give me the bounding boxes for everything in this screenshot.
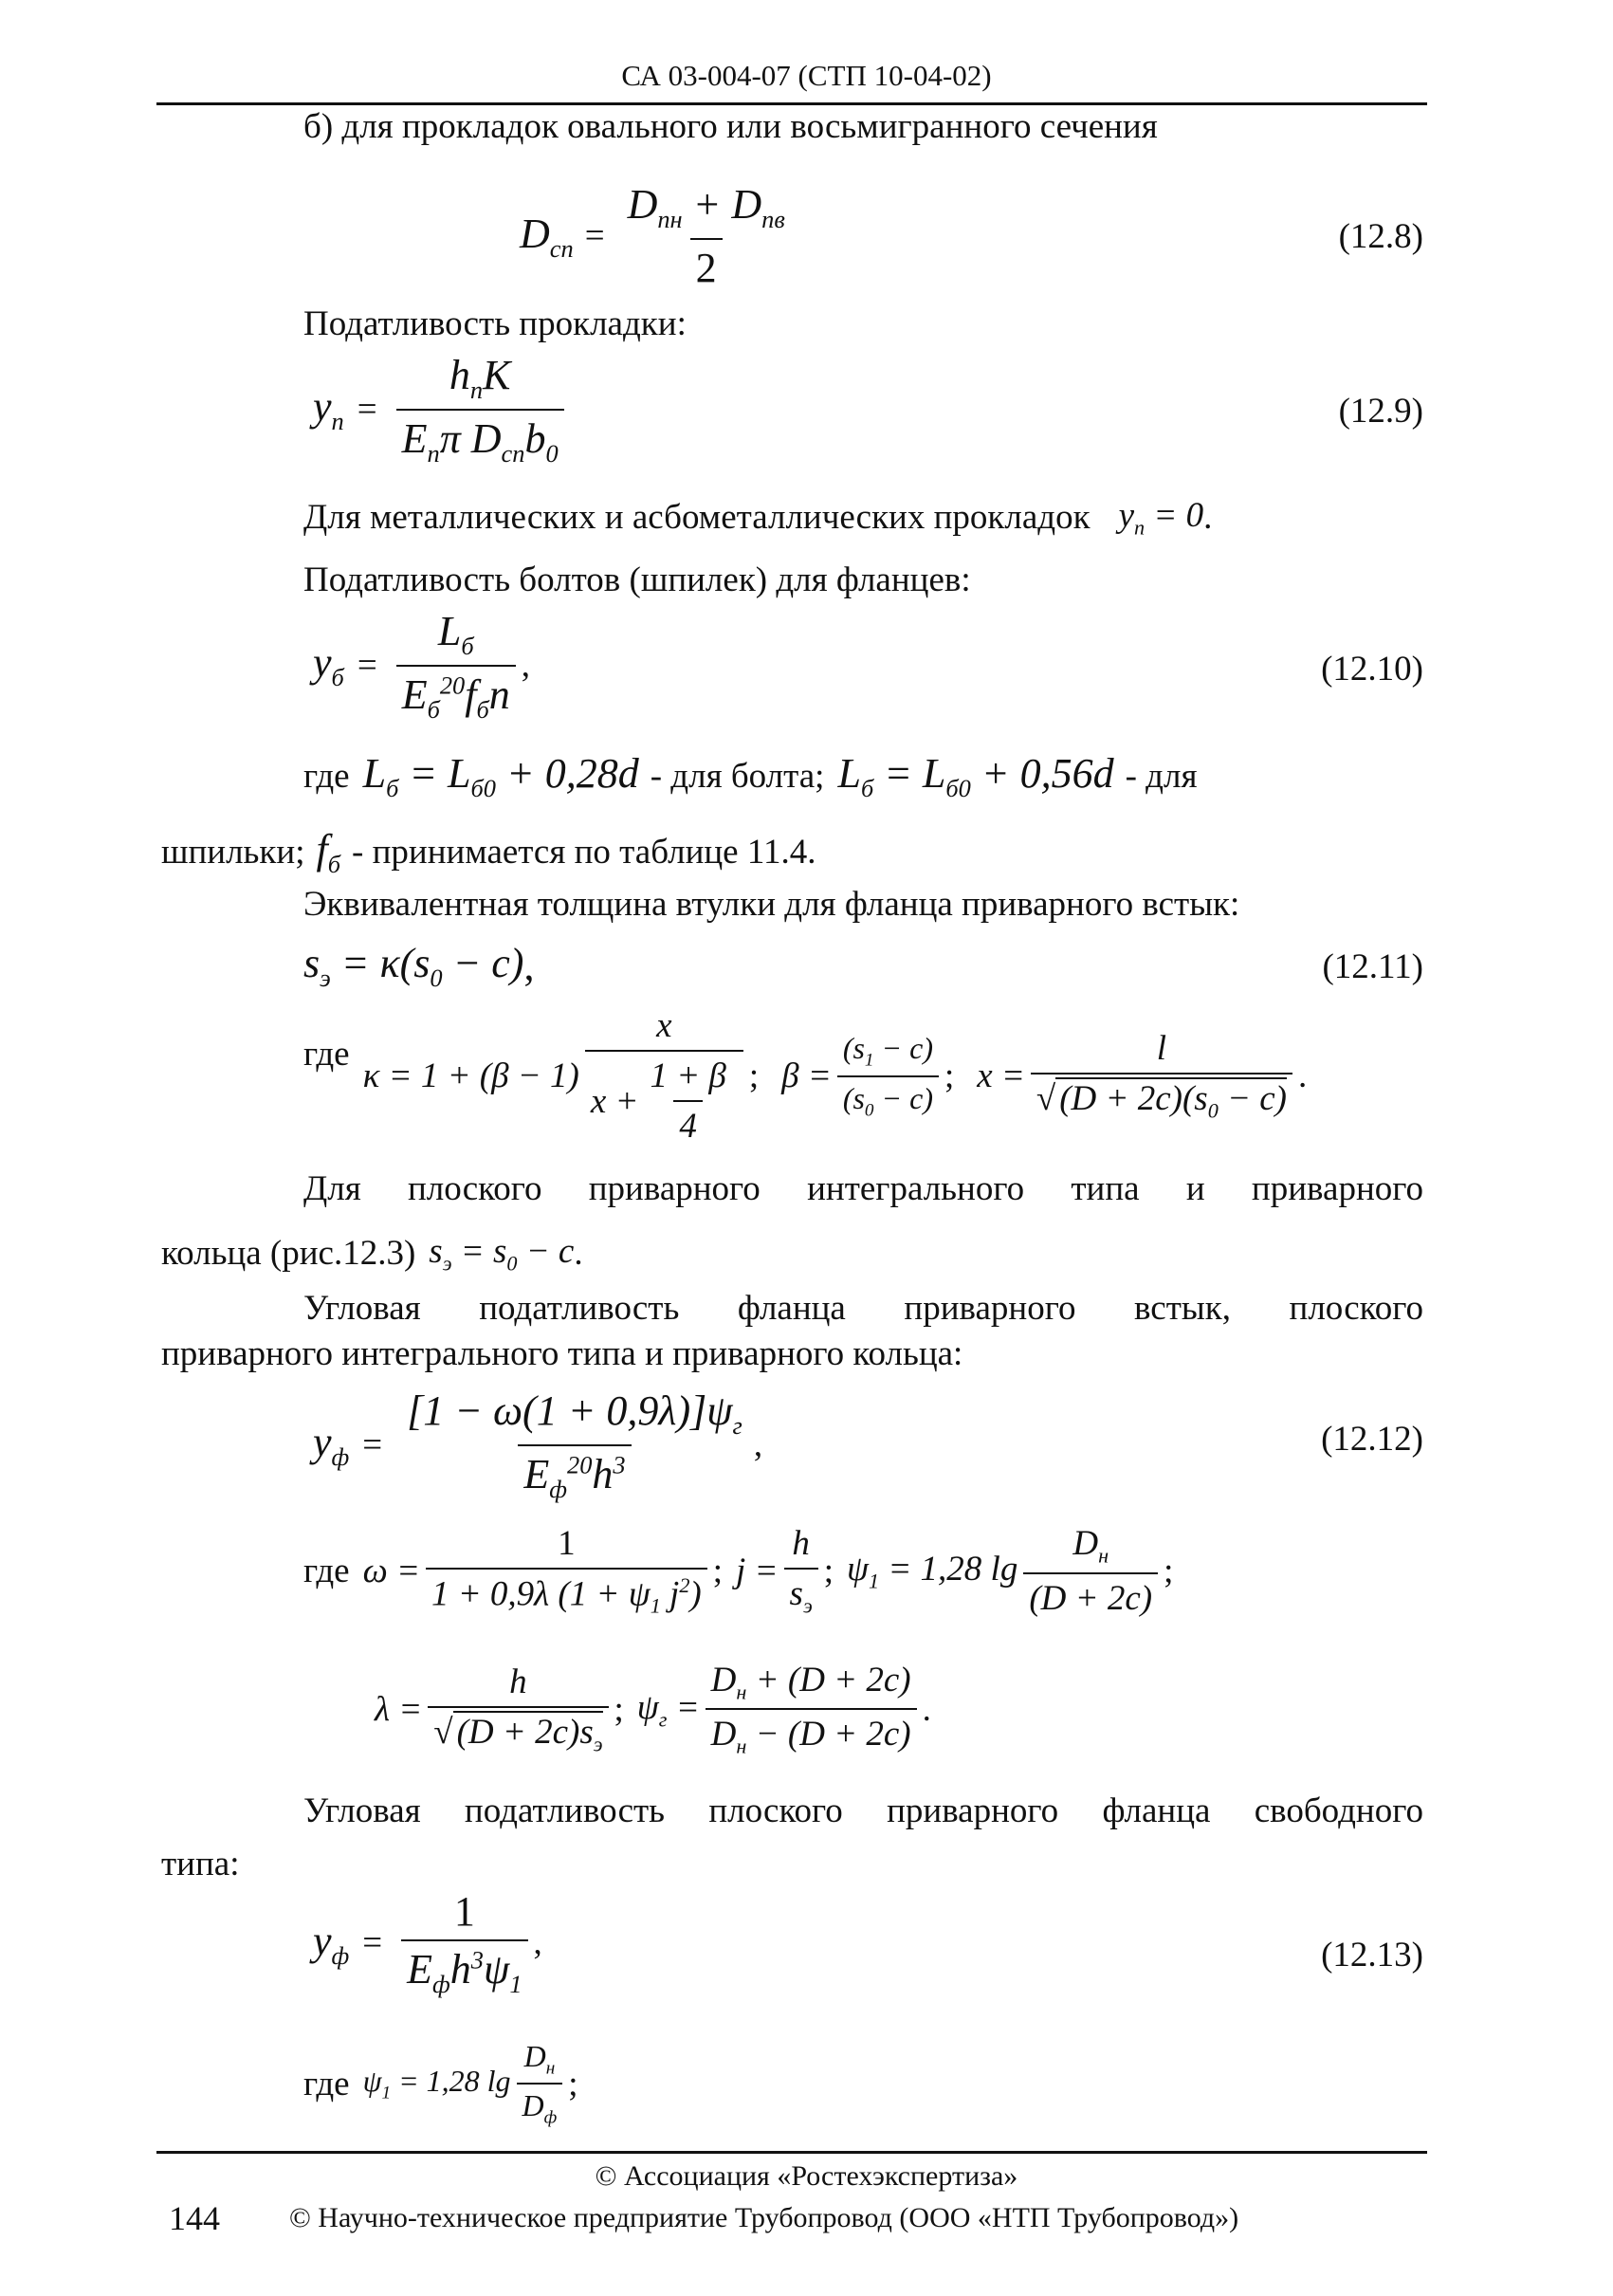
- footer-rule: [156, 2151, 1427, 2154]
- text-line: Эквивалентная толщина втулки для фланца приварного встык:: [303, 885, 1240, 924]
- equation-number: (12.13): [1321, 1936, 1423, 1975]
- page-number: 144: [169, 2199, 220, 2237]
- equation-number: (12.10): [1321, 650, 1423, 689]
- formula-12-11: $s_э = \kappa(s_0 - c)$ ,: [303, 940, 535, 992]
- formula-kappa-beta-x: где κ = 1 + (β − 1) x x + $\frac{1 + \beta}{4}$ ; β = $\frac{(s_1 - c)}{(s_0 - c)}$ ; x = $\frac{l}{√ (D + 2c)(s_0 - c)}$ .: [303, 1006, 1308, 1146]
- formula-12-12: $y_ф$ = $\frac{[1 - \omega(1 + 0,9\lambda)]\psi_г}{E_ф^{20}h^3}$ ,: [313, 1387, 763, 1503]
- gde-label: где: [303, 756, 350, 796]
- text-line: Угловая податливость плоского приварного фланца свободного: [303, 1791, 1423, 1830]
- text-line: Податливость болтов (шпилек) для фланцев:: [303, 560, 971, 599]
- text-line: приварного интегрального типа и приварного кольца:: [161, 1334, 963, 1373]
- formula-psi1: где $\psi_1 = 1,28$ lg $\frac{D_н}{D_ф}$ ;: [303, 2039, 578, 2128]
- formula-lambda-psi-g: λ = $\frac{h}{√ (D + 2c)s_э}$ ; $\psi_г$ = $\frac{D_н + (D + 2c)}{D_н - (D + 2c)}$ .: [375, 1661, 931, 1758]
- ring-ref: кольца (рис.12.3): [161, 1234, 416, 1274]
- pin-note: - для: [1125, 756, 1198, 796]
- gde-label: где: [303, 1035, 350, 1074]
- formula-12-10: $y_б$ = $\frac{L_б}{E_б^{20}f_бn}$ ,: [313, 608, 531, 724]
- text-line: типа:: [161, 1845, 240, 1883]
- text-line: Угловая податливость фланца приварного встык, плоского: [303, 1289, 1423, 1328]
- formula-12-9: $y_п$ = $\frac{h_пK}{E_п\pi D_{сп}b_0}$: [313, 351, 570, 468]
- equation-number: (12.9): [1338, 392, 1423, 431]
- text-line: Для металлических и асбометаллических прокладок $y_п = 0$ .: [303, 496, 1213, 540]
- header-rule: [156, 102, 1427, 105]
- text-line: где $L_б = L_{б0} + 0,28d$ - для болта; $L_б = L_{б0} + 0,56d$ - для: [303, 750, 1198, 802]
- text-line: б) для прокладок овального или восьмигранного сечения: [303, 107, 1158, 146]
- footer-association: © Ассоциация «Ростехэкспертиза»: [595, 2160, 1018, 2192]
- table-ref: - принимается по таблице 11.4.: [352, 832, 816, 872]
- bolt-note: - для болта;: [650, 756, 825, 796]
- equation-number: (12.12): [1321, 1420, 1423, 1459]
- formula-12-13: $y_ф$ = $\frac{1}{E_фh^3\psi_1}$ ,: [313, 1888, 542, 1998]
- document-code: СА 03-004-07 (СТП 10-04-02): [621, 59, 992, 92]
- gde-label: где: [303, 2064, 350, 2103]
- text-line: шпильки; $f_б$ - принимается по таблице 11.4.: [161, 826, 816, 878]
- text-line-body: Для металлических и асбометаллических прокладок: [303, 498, 1091, 538]
- equation-number: (12.11): [1322, 947, 1423, 986]
- text-line: кольца (рис.12.3) $s_э = s_0 - c$ .: [161, 1232, 583, 1276]
- equation-number: (12.8): [1338, 217, 1423, 256]
- formula-12-8: $D_{сп}$ = $\frac{D_{пн} + D_{пв}}{2}$: [520, 181, 785, 291]
- pin-label: шпильки;: [161, 832, 305, 872]
- gde-label: где: [303, 1551, 350, 1590]
- formula-omega-j-psi: где ω = $\frac{1}{1 + 0,9\lambda (1 + \psi_1 j^2)}$ ; j = $\frac{h}{s_э}$ ; $\psi_1 = 1,28$ lg $\frac{D_н}{(D + 2c)}$ ;: [303, 1524, 1174, 1618]
- footer-publisher: © Научно-техническое предприятие Трубопровод (ООО «НТП Трубопровод»): [289, 2202, 1239, 2233]
- text-line: Для плоского приварного интегрального типа и приварного: [303, 1169, 1423, 1208]
- text-line: Податливость прокладки:: [303, 304, 687, 343]
